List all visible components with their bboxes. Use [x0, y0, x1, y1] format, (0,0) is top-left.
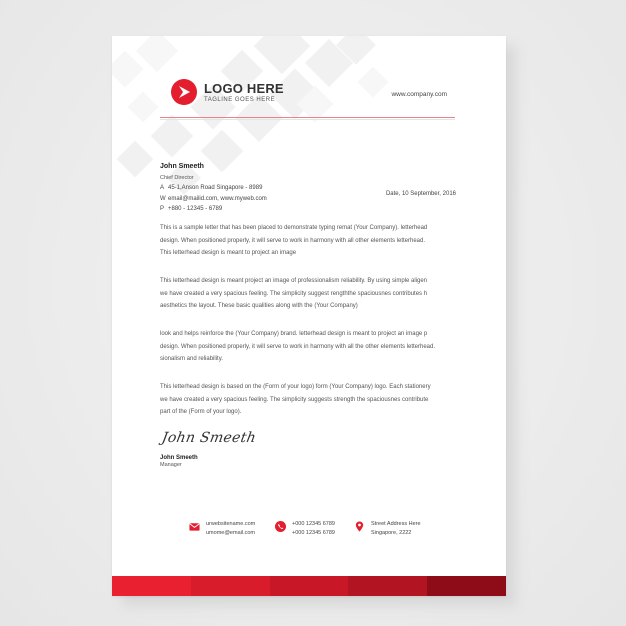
logo-mark-icon [171, 79, 197, 105]
logo-tagline: TAGLINE GOES HERE [204, 96, 276, 103]
recipient-address: A 45-1,Anson Road Singapore - 8989 [160, 185, 263, 191]
company-logo[interactable] [171, 79, 284, 105]
recipient-block [160, 162, 267, 215]
contact-phone[interactable]: +000 12345 6789 +000 12345 6789 [275, 520, 335, 538]
envelope-icon [189, 521, 200, 532]
header-divider-red [160, 117, 455, 118]
recipient-title: Chief Director [160, 174, 194, 181]
paragraph: look and helps reinforce the (Your Company) brand. letterhead design is meant to project an image p design. When positioned properly, it will serve to work in harmony with all the other elements letterhead. sionalism and reliability. [160, 331, 436, 362]
logo-title: LOGO HERE [204, 80, 284, 96]
handwritten-signature: John Smeeth [160, 430, 258, 446]
footer-band-segment [348, 576, 427, 596]
letter-body [160, 222, 460, 434]
footer-band-segment [427, 576, 506, 596]
company-website[interactable]: www.company.com [391, 91, 447, 98]
footer-band-segment [270, 576, 349, 596]
paragraph: This is a sample letter that has been placed to demonstrate typing remat (Your Company). letterhead design. When positioned properly, it will serve to work in harmony with all other elements letterhead. This letterhead design is meant to project an image [160, 225, 428, 256]
footer-band-segment [112, 576, 191, 596]
letter-date: Date, 10 September, 2016 [385, 191, 456, 197]
phone-icon [275, 521, 286, 532]
signatory-name: John Smeeth [160, 455, 198, 461]
recipient-phone: P +880 - 12345 - 6789 [160, 206, 223, 212]
signatory-role: Manager [160, 462, 182, 468]
header-divider-grey [160, 119, 455, 120]
letterhead-page [112, 36, 506, 596]
location-pin-icon [354, 521, 365, 532]
recipient-name: John Smeeth [160, 163, 204, 170]
contact-address[interactable]: Street Address Here Singapore, 2222 [354, 520, 421, 538]
paragraph: This letterhead design is based on the (Form of your logo) form (Your Company) logo. Each stationery we have created a very spacious feeling. The simplicity suggests strength the spaciousnes contribute part of the (Form of your logo). [160, 384, 431, 415]
recipient-web: W email@mailid.com, www.myweb.com [160, 195, 267, 202]
paragraph: This letterhead design is meant project an image of professionalism reliability. By using simple aligen we have created a very spacious feeling. The simplicity suggest rengththe spaciousnes contributes h aesthetics the layout. These basic qualities along with the (Your Company) [160, 278, 428, 309]
footer-band-segment [191, 576, 270, 596]
contact-email[interactable]: urwebsitename.com umome@email.com [189, 520, 255, 538]
footer-color-band [112, 576, 506, 596]
